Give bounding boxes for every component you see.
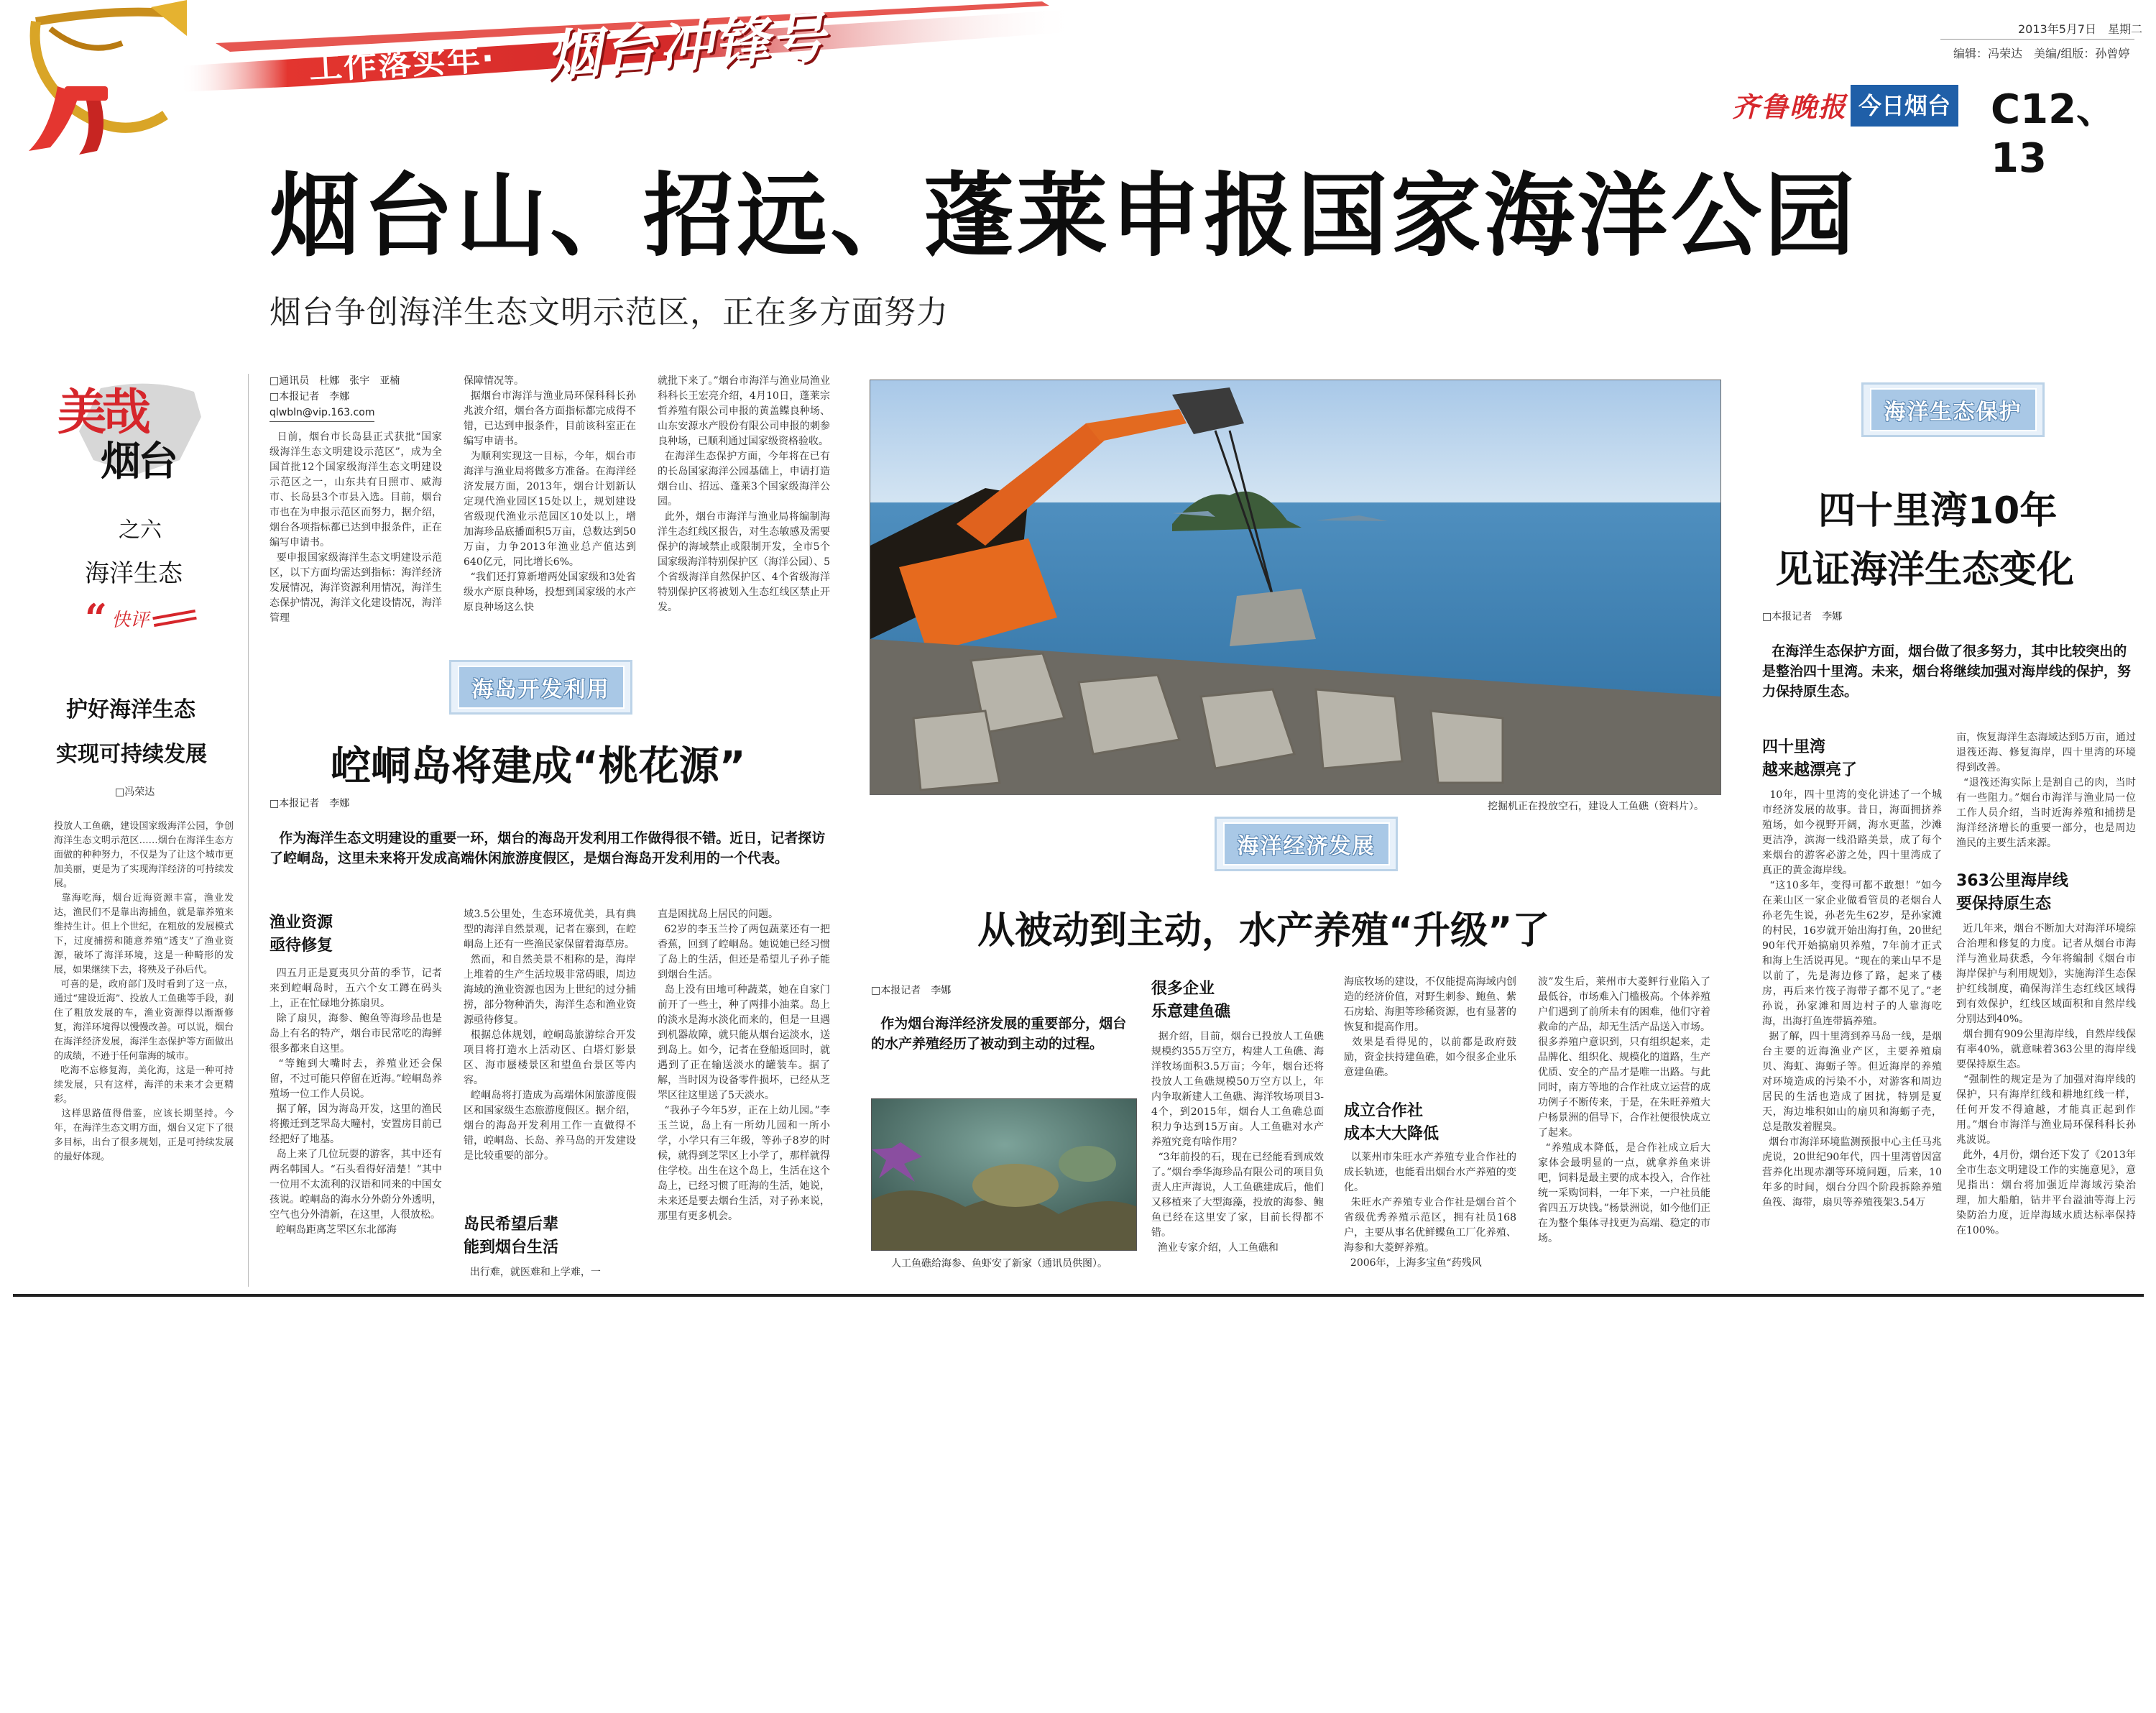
islands-sub-1: 渔业资源 亟待修复 <box>270 914 333 955</box>
bay-sub-1: 四十里湾 越来越漂亮了 <box>1762 738 1858 779</box>
trumpet-icon <box>7 0 194 158</box>
main-photo <box>870 380 1721 795</box>
slogan-main: 烟台冲锋号 <box>544 4 829 88</box>
column-text: 投放人工鱼礁，建设国家级海洋公园，争创海洋生态文明示范区……烟台在海洋生态方面做的种种努力，不仅是为了让这个城市更加美丽，更是为了实现海洋经济的可持续发展。 靠海吃海，烟台近海资源丰富，渔业发达，渔民们不是靠出海捕鱼，就是靠养殖来维持生计。但上个世纪，在粗放的发展模式下，过度捕捞和随意养殖“透支”了渔业资源，破坏了海洋环境，这是一种畸形的发展，如果继续下去，将殃及子孙后代。 可喜的是，政府部门及时看到了这一点，通过“建设近海”、投放人工鱼礁等手段，刹住了粗放发展的车，渔业资源得以渐渐修复，海洋环境得以慢慢改善。可以说，烟台在海洋经济发展，海洋生态保护等方面做出的成绩，不逊于任何靠海的城市。 吃海不忘修复海，美化海，这是一种可持续发展，只有这样，海洋的未来才会更精彩。 这样思路值得借鉴，应该长期坚持。今年，在海洋生态文明方面，烟台又定下了很多目标，出台了很多规划，正是可持续发展的最好体现。 <box>54 821 234 1162</box>
column-topic: 海洋生态 <box>85 559 183 588</box>
tag-aquaculture <box>1215 817 1398 871</box>
issue-date: 2013年5月7日 星期二 <box>2018 22 2143 36</box>
lead-col-3: 就批下来了。”烟台市海洋与渔业局渔业科科长王宏亮介绍，4月10日，蓬莱宗哲养殖有限公司申报的黄盖鲽良种场、山东安源水产股份有限公司申报的刺参良种场，已顺利通过国家级资格验收。 在海洋生态保护方面，今年将在已有的长岛国家海洋公园基础上，申请打造烟台山、招远、蓬莱3个国家级海洋公园。 此外，烟台市海洋与渔业局将编制海洋生态红线区报告，对生态敏感及需要保护的海域禁止或限制开发，全市5个国家级海洋特别保护区（海洋公园）、5个省级海洋自然保护区、4个省级海洋特别保护区将被划入生态红线区禁止开发。 <box>658 375 830 613</box>
bay-headline-1: 四十里湾10年 <box>1818 490 2058 533</box>
column-divider <box>248 374 249 1287</box>
main-headline: 烟台山、招远、蓬莱申报国家海洋公园 <box>270 163 1858 269</box>
page-number: C12、13 <box>1991 86 2117 182</box>
column-headline-1: 护好海洋生态 <box>66 697 195 722</box>
lead-byline-2: □本报记者 李娜 <box>270 391 350 403</box>
bay-col-2b: 近几年来，烟台不断加大对海洋环境综合治理和修复的力度。记者从烟台市海洋与渔业局获悉，今年将编制《烟台市海岸保护与利用规划》，实施海洋生态保护红线制度，确保海洋生态红线区域得到有效保护，红线区域面积和自然岸线分别达到40%。 烟台拥有909公里海岸线，自然岸线保有率40%，就意味着363公里的海岸线要保持原生态。 “强制性的规定是为了加强对海岸线的保护，只有海岸红线和耕地红线一样，任何开发不得逾越，才能真正起到作用。”烟台市海洋与渔业局环保科科长孙兆波说。 此外，4月份，烟台还下发了《2013年全市生态文明建设工作的实施意见》，意见指出：烟台将加强近岸海域污染治理，加大船舶，钻井平台溢油等海上污染防治力度，近岸海域水质达标率保持在100%。 <box>1956 923 2136 1236</box>
aquaculture-photo-caption: 人工鱼礁给海参、鱼虾安了新家（通讯员供图）。 <box>891 1258 1107 1269</box>
islands-col-2: 域3.5公里处，生态环境优美，具有典型的海洋自然景观，记者在寨到，在崆峒岛上还有一些渔民家保留着海草房。 然而，和自然美景不相称的是，海岸上堆着的生产生活垃圾非常碍眼，周边海域的渔业资源也因为上世纪的过分捕捞，部分物种消失，海洋生态和渔业资源亟待修复。 根据总体规划，崆峒岛旅游综合开发项目将打造水上活动区、白塔灯影景区、海市蜃楼景区和望鱼台景区等内容。 崆峒岛将打造成为高端休闲旅游度假区和国家级生态旅游度假区。据介绍，烟台的海岛开发利用工作一直做得不错，崆峒岛、长岛、养马岛的开发建设是比较重要的部分。 <box>464 909 636 1162</box>
reef-photo-image <box>872 1099 1137 1251</box>
aquaculture-col-1: 据介绍，目前，烟台已投放人工鱼礁规模约355万空方，构建人工鱼礁、海洋牧场面积3.5万亩；今年，烟台还将投放人工鱼礁规模50万空方以上，年内争取新建人工鱼礁、海洋牧场项目3-4个，到2015年，烟台人工鱼礁总面积力争达到15万亩。人工鱼礁对水产养殖究竟有啥作用？ “3年前投的石，现在已经能看到成效了。”烟台季华海珍品有限公司的项目负责人庄声海说，人工鱼礁建成后，他们又移植来了大型海藻，投放的海参、鲍鱼已经在这里安了家，目前长得都不错。 渔业专家介绍，人工鱼礁和 <box>1151 1031 1324 1254</box>
main-subhead: 烟台争创海洋生态文明示范区，正在多方面努力 <box>270 294 949 331</box>
lead-col-2: 保障情况等。 据烟台市海洋与渔业局环保科科长孙兆波介绍，烟台各方面指标都完成得不错，已达到申报条件，目前该科室正在编写申请书。 为顺利实现这一目标，今年，烟台市海洋与渔业局将做多方准备。在海洋经济发展方面，2013年，烟台计划新认定现代渔业园区15处以上，规划建设省级现代渔业示范园区10处以上，增加海珍品底播面积5万亩，总数达到50万亩，力争2013年渔业总产值达到640亿元，同比增长6%。 “我们还打算新增两处国家级和3处省级水产原良种场，投想到国家级的水产原良种场这么快 <box>464 375 636 613</box>
quick-comment-text: 快评 <box>111 609 149 631</box>
page-bottom-rule <box>13 1294 2144 1297</box>
aquaculture-col-2: 海底牧场的建设，不仅能提高海域内创造的经济价值，对野生刺参、鲍鱼、紫石房蛤、海胆等珍稀资源，也有显著的恢复和提高作用。 效果是看得见的，以前都是政府鼓励，资金扶持建鱼礁，如今很多企业乐意建鱼礁。 <box>1344 976 1516 1078</box>
bay-byline: □本报记者 李娜 <box>1762 611 1843 623</box>
lead-col-1: 日前，烟台市长岛县正式获批“国家级海洋生态文明建设示范区”，成为全国首批12个国家级海洋生态文明建设示范区之一，山东共有日照市、威海市、长岛县3个市县入选。目前，烟台市也在为申报示范区而努力，据介绍，烟台各项指标都已达到申报条件，正在编写申请书。 要申报国家级海洋生态文明建设示范区，以下方面均需达到指标：海洋经济发展情况，海洋资源利用情况，海洋生态保护情况，海洋文化建设情况，海洋管理 <box>270 431 442 624</box>
column-logo-title: 美哉 <box>57 384 147 441</box>
slogan-prefix: 工作落实年· <box>308 38 497 87</box>
bay-col-2: 亩，恢复海洋生态海域达到5万亩，通过退筏还海、修复海岸，四十里湾的环境得到改善。 “退筏还海实际上是割自己的肉，当时有一些阻力。”烟台市海洋与渔业局一位工作人员介绍，当时近海养殖和捕捞是海洋经济增长的重要一部分，也是周边渔民的主要生活来源。 <box>1956 732 2136 849</box>
section-badge: 今日烟台 <box>1851 85 1958 127</box>
column-logo <box>50 374 208 485</box>
excavator-photo-image <box>870 380 1721 795</box>
quote-mark-icon: “ <box>85 595 108 641</box>
islands-col-2b: 出行难，就医难和上学难，一 <box>464 1267 601 1278</box>
tag-bay-label: 海洋生态保护 <box>1870 388 2037 431</box>
tag-aquaculture-label: 海洋经济发展 <box>1223 822 1390 865</box>
tag-islands <box>449 660 632 715</box>
aquaculture-lead: 作为烟台海洋经济发展的重要部分，烟台的水产养殖经历了被动到主动的过程。 <box>871 1016 1127 1052</box>
bay-col-1: 10年，四十里湾的变化讲述了一个城市经济发展的故事。昔日，海面拥挤养殖场，如今视野开阔，海水更蓝，沙滩更洁净，滨海一线沿路美景，成了每个来烟台的游客必游之处，四十里湾成了真正的黄金海岸线。 “这10多年，变得可都不敢想！”如今在莱山区一家企业做看管员的老烟台人孙老先生说，孙老先生62岁，是孙家滩的村民，16岁就开始出海打鱼，20世纪90年代开始搞扇贝养殖，7年前才正式和海上生活说再见。“现在的莱山早不是以前了，先是海边修了路，起来了楼房，再后来竹筏子海带子都不见了。”老孙说，孙家滩和周边村子的人靠海吃海，出海打鱼连带搞养殖。 据了解，四十里湾到养马岛一线，是烟台主要的近海渔业产区，主要养殖扇贝、海虹、海蛎子等。但近海岸的养殖对环境造成的污染不小，对游客和周边居民的生活也造成了困扰，特别是夏天，海边堆积如山的扇贝和海蛎子壳，总是散发着腥臭。 烟台市海洋环境监测预报中心主任马兆虎说，20世纪90年代，四十里湾曾因富营养化出现赤潮等环境问题，后来，10年多的时间，烟台分四个阶段拆除养殖鱼筏、海带，扇贝等养殖筏架3.54万 <box>1762 789 1942 1208</box>
main-photo-caption: 挖掘机正在投放空石，建设人工鱼礁（资料片）。 <box>1488 801 1704 812</box>
aquaculture-col-3: 波”发生后，莱州市大菱鲆行业陷入了最低谷，市场难入门槛极高。个体养殖户们遇到了前所未有的困难，他们守着救命的产品，却无生活产品送入市场。很多养殖户意识到，只有组织起来，走品牌化、组织化、规模化的道路，生产优质、安全的产品才是唯一出路。与此同时，南方等地的合作社成立运营的成功例子不断传来，于是，在朱旺养殖大户杨景洲的倡导下，合作社便很快成立了起来。 “养殖成本降低，是合作社成立后大家体会最明显的一点，就拿养鱼来讲吧，饲料是最主要的成本投入，合作社统一采购饲料，一年下来，一户社员能省四五万块钱。”杨景洲说，如今他们正在为整个集体寻找更为高端、稳定的市场。 <box>1538 976 1710 1244</box>
lead-email: qlwbln@vip.163.com <box>270 405 374 422</box>
bay-lead: 在海洋生态保护方面，烟台做了很多努力，其中比较突出的是整治四十里湾。未来，烟台将继续加强对海岸线的保护，努力保持原生态。 <box>1762 643 2132 699</box>
masthead-rule <box>1940 39 2134 40</box>
aquaculture-photo <box>871 1098 1137 1251</box>
bay-sub-2: 363公里海岸线 要保持原生态 <box>1956 872 2068 913</box>
tag-islands-label: 海岛开发利用 <box>458 666 625 709</box>
aquaculture-byline: □本报记者 李娜 <box>871 985 952 996</box>
islands-sub-2: 岛民希望后辈 能到烟台生活 <box>464 1216 559 1257</box>
lead-byline-1: □通讯员 杜娜 张宇 亚楠 <box>270 375 400 387</box>
islands-lead: 作为海洋生态文明建设的重要一环，烟台的海岛开发利用工作做得很不错。近日，记者探访了崆峒岛，这里未来将开发成高端休闲旅游度假区，是烟台海岛开发利用的一个代表。 <box>270 830 826 866</box>
column-headline-2: 实现可持续发展 <box>56 742 207 767</box>
tag-bay <box>1861 382 2045 437</box>
aquaculture-col-2b: 以莱州市朱旺水产养殖专业合作社的成长轨迹，也能看出烟台水产养殖的变化。 朱旺水产养殖专业合作社是烟台首个省级优秀养殖示范区，拥有社员168户，主要从事名优鲜鲽鱼工厂化养殖、海参和大菱鲆养殖。 2006年，上海多宝鱼“药残风 <box>1344 1152 1516 1269</box>
paper-logo: 齐鲁晚报 <box>1732 91 1848 123</box>
column-number: 之六 <box>119 518 162 543</box>
column-logo-sub: 烟台 <box>101 438 175 485</box>
islands-byline: □本报记者 李娜 <box>270 798 350 809</box>
islands-col-3: 直是困扰岛上居民的问题。 62岁的李玉兰拎了两包蔬菜还有一把香蕉，回到了崆峒岛。她说她已经习惯了岛上的生活，但还是希望儿子孙子能到烟台生活。 岛上没有田地可种蔬菜，她在自家门前开了一些土，种了两排小油菜。岛上的淡水是海水淡化而来的，但是一旦遇到机器故障，就只能从烟台运淡水，送到岛上。如今，记者在登船返回时，就遇到了正在输送淡水的罐装车。据了解，当时因为设备零件损坏，已经从芝罘区往这里送了5天淡水。 “我孙子今年5岁，正在上幼儿园。”李玉兰说，岛上有一所幼儿园和一所小学，小学只有三年级，等孙子8岁的时候，就得到芝罘区上小学了，那样就得住学校。出生在这个岛上，生活在这个岛上，已经习惯了旺海的生活，她说，未来还是要去烟台生活，对子孙来说，那里有更多机会。 <box>658 909 830 1222</box>
islands-headline: 崆峒岛将建成“桃花源” <box>331 743 746 790</box>
quick-comment-label <box>85 595 196 641</box>
aquaculture-sub-1: 很多企业 乐意建鱼礁 <box>1151 980 1231 1021</box>
editor-credits: 编辑：冯荣达 美编/组版：孙曾婷 <box>1953 47 2130 60</box>
aquaculture-headline: 从被动到主动，水产养殖“升级”了 <box>977 909 1550 952</box>
islands-col-1: 四五月正是夏夷贝分苗的季节，记者来到崆峒岛时，五六个女工蹲在码头上，正在忙碌地分拣扇贝。 除了扇贝，海参、鲍鱼等海珍品也是岛上有名的特产，烟台市民常吃的海鲜很多都来自这里。 “等鲍到大嘴时去，养殖业还会保留，不过可能只停留在近海。”崆峒岛养殖场一位工作人员说。 据了解，因为海岛开发，这里的渔民将搬迁到芝罘岛大疃村，安置房目前已经把好了地基。 岛上来了几位玩耍的游客，其中还有两名韩国人。“石头看得好清楚！”其中一位用不太流利的汉语和同来的中国女孩说。崆峒岛的海水分外蔚分外透明，空气也分外清新，在这里，人很放松。 崆峒岛距离芝罘区东北部海 <box>270 968 442 1236</box>
aquaculture-sub-2: 成立合作社 成本大大降低 <box>1344 1102 1439 1143</box>
bay-headline-2: 见证海洋生态变化 <box>1775 548 2075 592</box>
column-byline: □冯荣达 <box>115 786 155 798</box>
quick-comment-line <box>152 610 197 627</box>
